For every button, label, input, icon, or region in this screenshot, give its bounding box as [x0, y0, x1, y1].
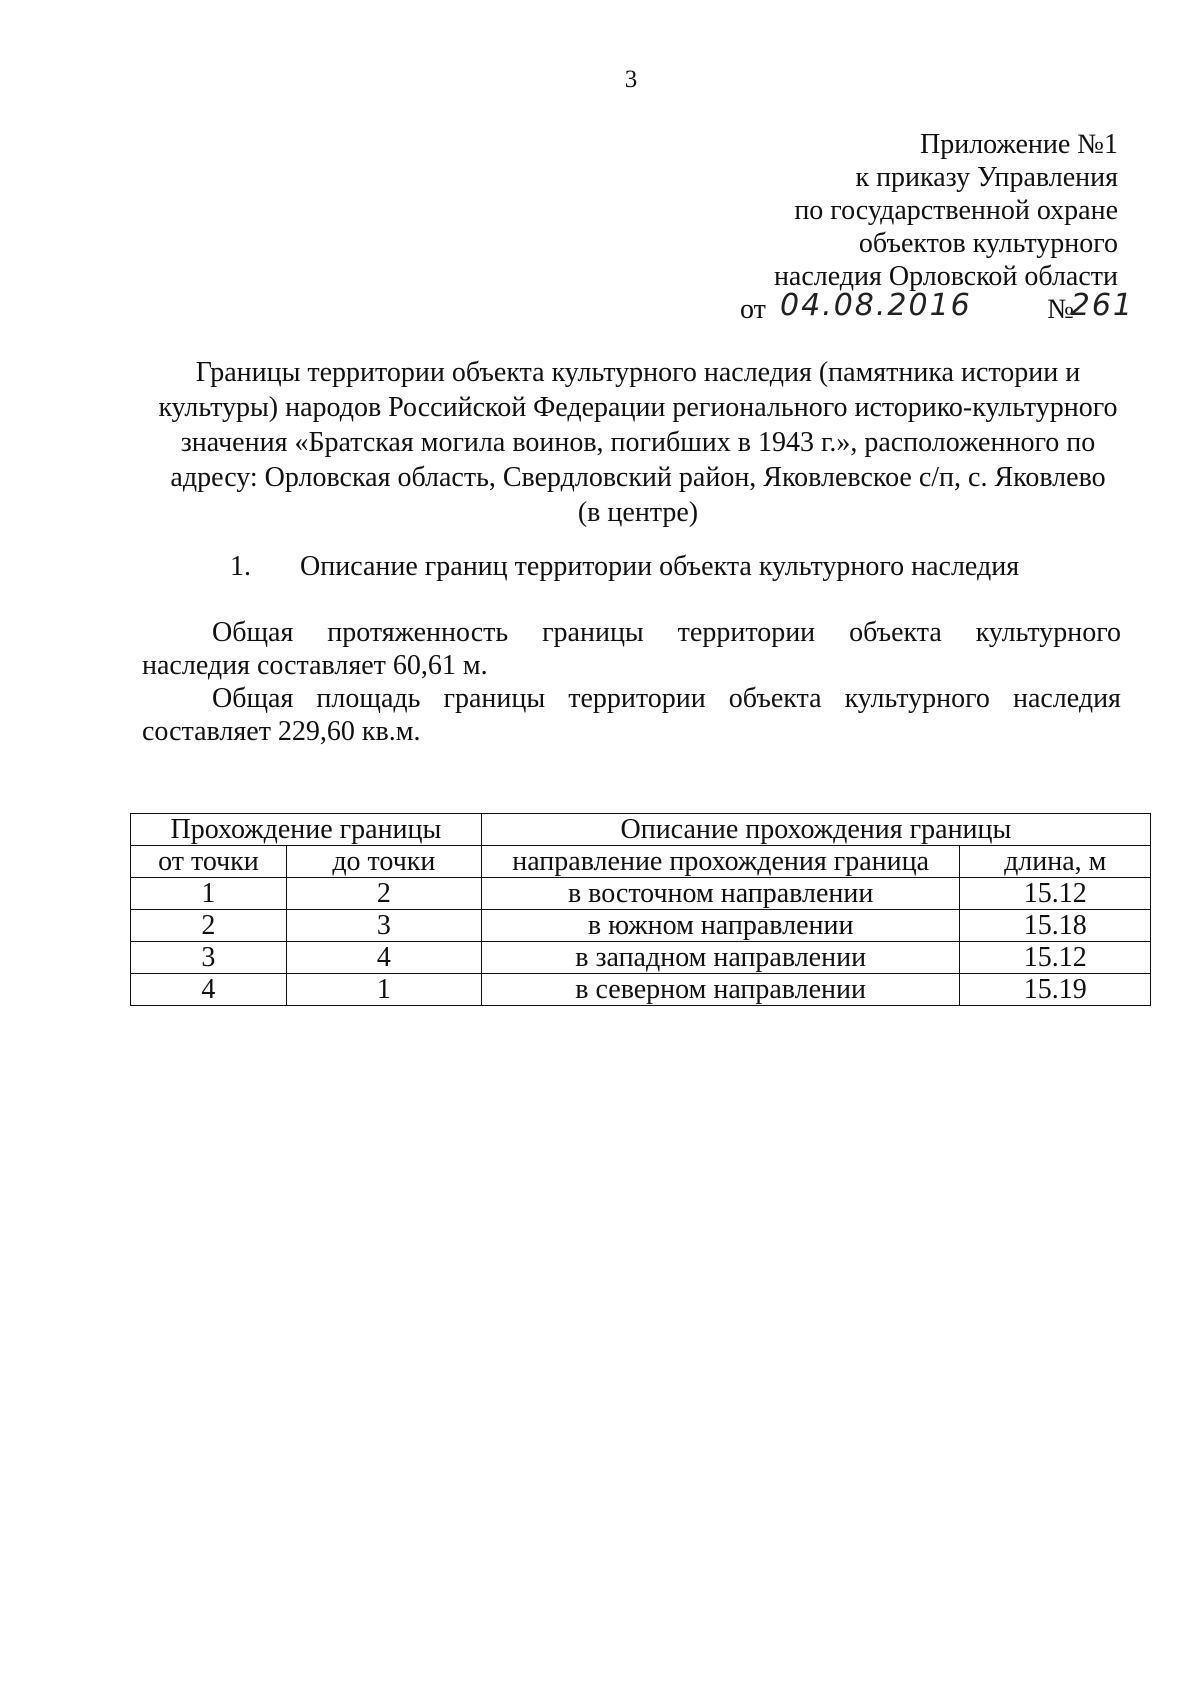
table-group-header-row: [131, 814, 1151, 846]
p1-word: границы: [542, 617, 644, 648]
order-date-number-line: [718, 288, 1134, 329]
document-title: [128, 355, 1148, 530]
header-passage: Прохождение границы: [131, 814, 482, 846]
title-line-4: адресу: Орловская область, Свердловский район, Яковлевское с/п, с. Яковлево: [170, 462, 1106, 493]
table-row: [131, 878, 1151, 910]
cell-to: 3: [286, 910, 481, 942]
cell-direction: в западном направлении: [481, 942, 960, 974]
table-row: [131, 910, 1151, 942]
p1-word: объекта: [849, 617, 942, 648]
paragraph-length-line-2: наследия составляет 60,61 м.: [142, 650, 488, 681]
cell-length: 15.12: [960, 878, 1151, 910]
cell-to: 1: [286, 974, 481, 1006]
p2-word: площадь: [316, 683, 421, 714]
cell-from: 4: [131, 974, 287, 1006]
p1-word: Общая: [212, 617, 294, 648]
table-row: [131, 942, 1151, 974]
table-column-header-row: [131, 846, 1151, 878]
cell-from: 3: [131, 942, 287, 974]
order-number-handwritten: 261: [1070, 288, 1134, 323]
paragraph-length: [142, 616, 1121, 682]
paragraph-length-line-1: [142, 616, 1121, 649]
p2-word: территории: [568, 683, 706, 714]
page-number: 3: [624, 66, 638, 93]
section-number: 1.: [230, 551, 251, 582]
title-line-3: значения «Братская могила воинов, погибших в 1943 г.», расположенного по: [180, 427, 1096, 458]
p2-word: границы: [443, 683, 546, 714]
header-description: Описание прохождения границы: [481, 814, 1150, 846]
cell-from: 2: [131, 910, 287, 942]
appendix-header: [718, 128, 1134, 329]
section-heading: [230, 551, 1019, 583]
paragraph-area-line-2: составляет 229,60 кв.м.: [142, 716, 421, 747]
paragraph-area-line-1: [142, 682, 1121, 715]
p2-word: культурного: [844, 683, 990, 714]
appendix-line-2: к приказу Управления: [855, 162, 1118, 193]
order-from-label: от: [740, 294, 766, 325]
cell-length: 15.18: [960, 910, 1151, 942]
appendix-line-3: по государственной охране: [794, 195, 1118, 226]
p2-word: наследия: [1012, 683, 1121, 714]
p2-word: Общая: [212, 683, 294, 714]
header-from-point: от точки: [131, 846, 287, 878]
title-line-1: Границы территории объекта культурного наследия (памятника истории и: [195, 357, 1081, 388]
header-length: длина, м: [960, 846, 1151, 878]
cell-to: 2: [286, 878, 481, 910]
p2-word: объекта: [728, 683, 822, 714]
appendix-line-5: наследия Орловской области: [773, 261, 1118, 292]
boundary-table: [130, 813, 1151, 1006]
cell-direction: в северном направлении: [481, 974, 960, 1006]
cell-length: 15.12: [960, 942, 1151, 974]
order-date-handwritten: 04.08.2016: [780, 288, 972, 323]
cell-direction: в южном направлении: [481, 910, 960, 942]
section-heading-text: Описание границ территории объекта культурного наследия: [300, 551, 1020, 582]
title-line-5: (в центре): [577, 497, 699, 528]
cell-to: 4: [286, 942, 481, 974]
cell-from: 1: [131, 878, 287, 910]
cell-length: 15.19: [960, 974, 1151, 1006]
order-number-label: №: [1047, 294, 1074, 325]
p1-word: культурного: [975, 617, 1121, 648]
title-line-2: культуры) народов Российской Федерации регионального историко-культурного: [158, 392, 1118, 423]
header-direction: направление прохождения граница: [481, 846, 960, 878]
cell-direction: в восточном направлении: [481, 878, 960, 910]
table-row: [131, 974, 1151, 1006]
paragraph-area: [142, 682, 1121, 748]
p1-word: протяженность: [327, 617, 509, 648]
header-to-point: до точки: [286, 846, 481, 878]
appendix-line-1: Приложение №1: [920, 129, 1118, 160]
appendix-line-4: объектов культурного: [858, 228, 1118, 259]
p1-word: территории: [677, 617, 816, 648]
